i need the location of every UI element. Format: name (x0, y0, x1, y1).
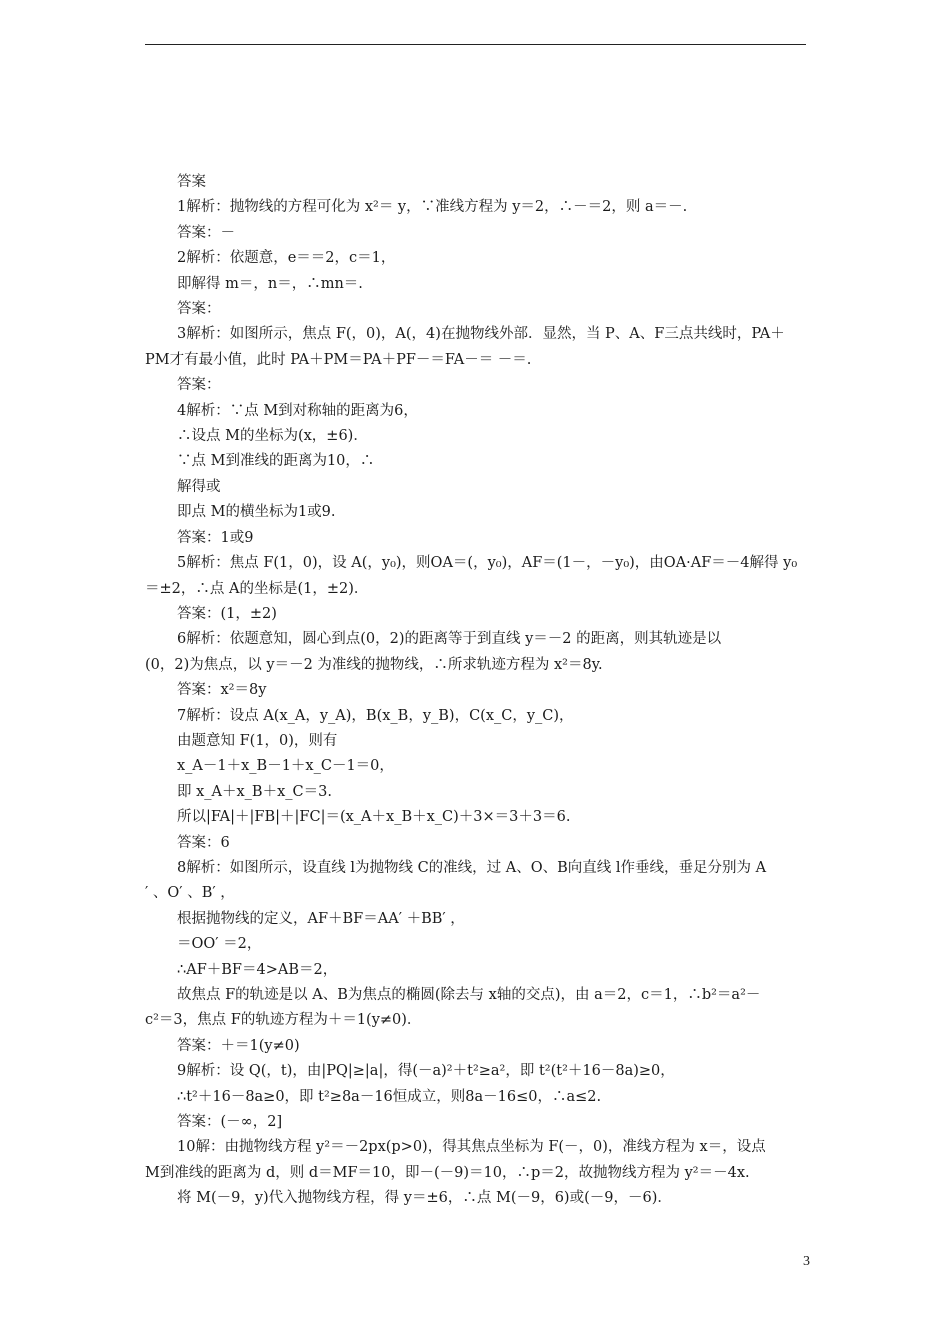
text-line: (0，2)为焦点，以 y＝－2 为准线的抛物线，∴所求轨迹方程为 x²＝8y. (145, 656, 603, 673)
text-line: 1解析：抛物线的方程可化为 x²＝ y，∵准线方程为 y＝2，∴－＝2，则 a＝－. (177, 199, 688, 216)
text-line: 答案：x²＝8y (177, 682, 267, 699)
text-line: 答案： (177, 377, 221, 394)
text-line: 7解析：设点 A(x_A，y_A)，B(x_B，y_B)，C(x_C，y_C)， (177, 707, 574, 724)
text-line: 10解：由抛物线方程 y²＝－2px(p>0)，得其焦点坐标为 F(－，0)，准线方程为 x＝，设点 (177, 1139, 766, 1156)
text-line: 由题意知 F(1，0)，则有 (177, 732, 338, 749)
text-line: 3解析：如图所示，焦点 F(，0)，A(，4)在抛物线外部．显然，当 P、A、F三点共线时，PA＋ (177, 326, 785, 343)
document-body (145, 170, 807, 1212)
text-line: c²＝3，焦点 F的轨迹方程为＋＝1(y≠0)． (145, 1012, 422, 1029)
text-line: 答案：＋＝1(y≠0) (177, 1037, 300, 1054)
text-line: 2解析：依题意，e＝＝2，c＝1， (177, 250, 396, 267)
text-line: 将 M(－9，y)代入抛物线方程，得 y＝±6，∴点 M(－9，6)或(－9，－6)． (177, 1190, 672, 1207)
text-line: ＝OO′ ＝2， (177, 936, 262, 953)
text-line: 6解析：依题意知，圆心到点(0，2)的距离等于到直线 y＝－2 的距离，则其轨迹是以 (177, 631, 722, 648)
text-line: 答案：(1，±2) (177, 605, 277, 622)
text-line: 根据抛物线的定义，AF＋BF＝AA′ ＋BB′ ， (177, 910, 465, 927)
text-line: ′ 、O′ 、B′ ， (145, 885, 235, 902)
text-line: 即 x_A＋x_B＋x_C＝3. (177, 783, 332, 800)
text-line: 即点 M的横坐标为1或9. (177, 504, 336, 521)
text-line: 即解得 m＝，n＝，∴mn＝. (177, 275, 363, 292)
text-line: 5解析：焦点 F(1，0)，设 A(，y₀)，则OA＝(，y₀)，AF＝(1－，－y₀)，由OA·AF＝－4解得 y₀ (177, 555, 798, 572)
text-line: 答案 (177, 174, 206, 190)
text-line: ＝±2，∴点 A的坐标是(1，±2)． (145, 580, 369, 597)
text-line: ∴t²＋16－8a≥0，即 t²≥8a－16恒成立，则8a－16≤0，∴a≤2. (177, 1088, 602, 1105)
text-line: 答案：－ (177, 224, 235, 241)
text-line: 8解析：如图所示，设直线 l为抛物线 C的准线，过 A、O、B向直线 l作垂线，垂足分别为 A (177, 859, 767, 876)
text-line: 解得或 (177, 478, 221, 495)
text-line: 所以|FA|＋|FB|＋|FC|＝(x_A＋x_B＋x_C)＋3×＝3＋3＝6. (177, 809, 571, 826)
text-line: M到准线的距离为 d，则 d＝MF＝10，即－(－9)＝10，∴p＝2，故抛物线方程为 y²＝－4x. (145, 1164, 750, 1181)
text-line: PM才有最小值，此时 PA＋PM＝PA＋PF－＝FA－＝ －＝. (145, 351, 532, 368)
text-line: ∴AF＋BF＝4>AB＝2， (177, 961, 338, 978)
text-line: 9解析：设 Q(，t)，由|PQ|≥|a|，得(－a)²＋t²≥a²，即 t²(t²＋16－8a)≥0， (177, 1063, 675, 1080)
text-line: 4解析：∵点 M到对称轴的距离为6， (177, 402, 418, 419)
text-line: ∴设点 M的坐标为(x，±6)． (177, 428, 368, 445)
page-number: 3 (803, 1254, 810, 1269)
text-line: 故焦点 F的轨迹是以 A、B为焦点的椭圆(除去与 x轴的交点)，由 a＝2，c＝1，∴b²＝a²－ (177, 987, 761, 1003)
text-line: 答案：(－∞，2] (177, 1114, 283, 1131)
header-rule (145, 44, 806, 45)
text-line: 答案：1或9 (177, 529, 254, 546)
text-line: 答案：6 (177, 834, 230, 851)
text-line: ∵点 M到准线的距离为10，∴ (177, 453, 375, 470)
text-line: x_A－1＋x_B－1＋x_C－1＝0， (177, 758, 394, 775)
text-line: 答案： (177, 301, 221, 318)
